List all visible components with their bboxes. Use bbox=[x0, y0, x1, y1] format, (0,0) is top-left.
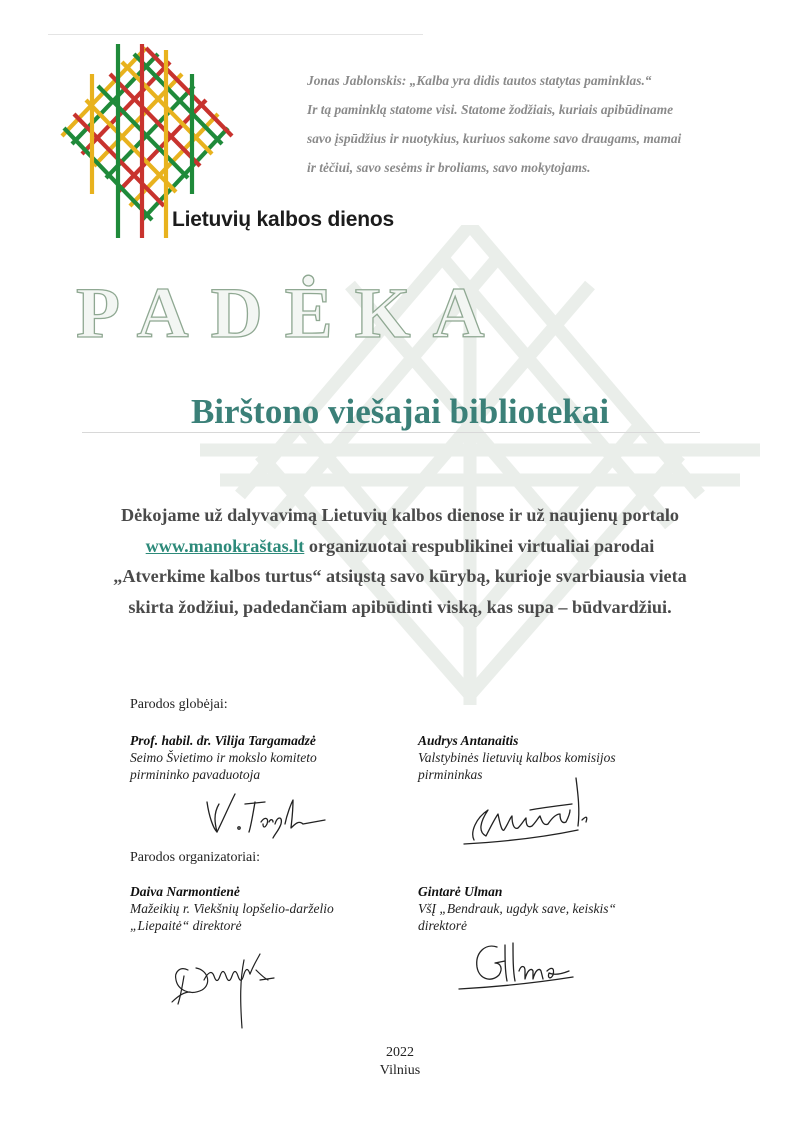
quote-line: savo įspūdžius ir nuotykius, kuriuos sakome savo draugams, mamai bbox=[307, 131, 682, 146]
patron-left bbox=[130, 733, 317, 783]
organizer-right-name: Gintarė Ulman bbox=[418, 884, 503, 899]
body-line bbox=[40, 531, 760, 562]
organizer-left-name: Daiva Narmontienė bbox=[130, 884, 240, 899]
recipient-divider bbox=[82, 432, 700, 433]
portal-link[interactable]: www.manokraštas.lt bbox=[145, 535, 305, 556]
body-line-rest: organizuotai respublikinei virtualiai parodai bbox=[304, 535, 655, 556]
patron-right-role: Valstybinės lietuvių kalbos komisijos bbox=[418, 750, 616, 765]
organizer-right-role: direktorė bbox=[418, 918, 467, 933]
recipient-name: Birštono viešajai bibliotekai bbox=[190, 392, 610, 431]
quote-line: ir tėčiui, savo sesėms ir broliams, savo mokytojams. bbox=[307, 160, 591, 175]
signature-narmontiene bbox=[160, 940, 290, 1032]
body-line: skirta žodžiui, padedančiam apibūdinti viską, kas supa – būdvardžiui. bbox=[128, 596, 672, 617]
body-line: „Atverkime kalbos turtus“ atsiųstą savo kūrybą, kurioje svarbiausia vieta bbox=[113, 566, 687, 586]
body-line: Dėkojame už dalyvavimą Lietuvių kalbos dienose ir už naujienų portalo bbox=[121, 505, 679, 525]
signature-targamadze bbox=[195, 784, 335, 842]
top-divider bbox=[48, 34, 423, 35]
patrons-label: Parodos globėjai: bbox=[130, 697, 228, 712]
logo-text: Lietuvių kalbos dienos bbox=[172, 208, 394, 231]
signature-antanaitis bbox=[460, 770, 610, 846]
organizer-right bbox=[418, 884, 616, 934]
patron-left-role: Seimo Švietimo ir mokslo komiteto bbox=[130, 750, 317, 765]
organizer-left-role: Mažeikių r. Viekšnių lopšelio-darželio bbox=[130, 901, 334, 916]
patron-right-name: Audrys Antanaitis bbox=[418, 733, 519, 748]
footer-year: 2022 bbox=[386, 1045, 414, 1060]
body-text bbox=[40, 500, 760, 622]
quote-line: Jonas Jablonskis: „Kalba yra didis tautos statytas paminklas.“ bbox=[307, 73, 652, 88]
patron-right-role: pirmininkas bbox=[418, 767, 483, 782]
quote-line: Ir tą paminklą statome visi. Statome žodžiais, kuriais apibūdiname bbox=[307, 102, 674, 117]
organizer-left bbox=[130, 884, 334, 934]
signature-ulman bbox=[455, 935, 590, 995]
organizer-left-role: „Liepaitė“ direktorė bbox=[130, 918, 242, 933]
certificate-title: PADĖKA bbox=[76, 273, 507, 353]
patron-left-role: pirmininko pavaduotoja bbox=[130, 767, 261, 782]
organizers-label: Parodos organizatoriai: bbox=[130, 850, 260, 865]
footer-city: Vilnius bbox=[379, 1063, 421, 1078]
organizer-right-role: VšĮ „Bendrauk, ugdyk save, keiskis“ bbox=[418, 901, 616, 916]
patron-left-name: Prof. habil. dr. Vilija Targamadzė bbox=[130, 733, 316, 748]
quote-block bbox=[307, 66, 767, 182]
